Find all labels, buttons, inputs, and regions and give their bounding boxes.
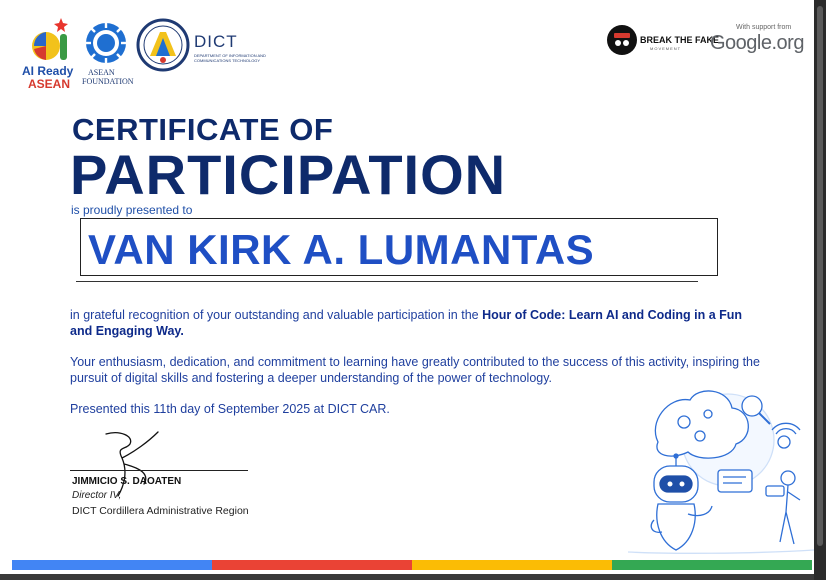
signatory-name: JIMMICIO S. DAOATEN [72, 476, 182, 487]
dict-sub1: DEPARTMENT OF INFORMATION AND [194, 53, 266, 58]
ai-ready-label: AI Ready [22, 64, 74, 78]
asean-label: ASEAN [28, 77, 71, 91]
dict-name: DICT [194, 32, 238, 51]
google-org-logo [710, 24, 806, 58]
ai-ready-asean-logo [22, 14, 78, 90]
asean-foundation-logo [82, 20, 134, 86]
dict-sub2: COMMUNICATIONS TECHNOLOGY [194, 58, 261, 63]
dict-logo [194, 32, 266, 64]
signatory-title: Director IV, [72, 490, 122, 501]
recognition-text: in grateful recognition of your outstanding and valuable participation in the [70, 308, 483, 322]
dict-seal-icon [136, 18, 190, 72]
break-the-fake-emblem-icon [606, 24, 638, 56]
ai-ready-logo-mark-icon [30, 16, 70, 64]
certificate-title-line1: CERTIFICATE OF [72, 112, 334, 147]
recognition-paragraph [70, 307, 760, 339]
recipient-underline [76, 281, 698, 282]
asean-foundation-line2: FOUNDATION [82, 77, 134, 86]
presented-to-label: is proudly presented to [71, 203, 193, 217]
color-bar [12, 560, 812, 570]
ai-robot-illustration-icon [628, 382, 814, 560]
scrollbar-thumb[interactable] [817, 6, 823, 546]
color-bar-blue [12, 560, 212, 570]
asean-foundation-emblem-icon [83, 20, 129, 66]
recipient-name: VAN KIRK A. LUMANTAS [88, 226, 595, 273]
scrollbar[interactable] [814, 0, 826, 580]
google-support-label: With support from [736, 24, 792, 31]
enthusiasm-paragraph: Your enthusiasm, dedication, and commitment to learning have greatly contributed to the success of this activity, inspiring the pursuit of digital skills and fostering a deeper understanding of the power of technology. [70, 355, 760, 385]
break-the-fake-logo [606, 24, 720, 56]
google-org-name: Google.org [710, 32, 804, 54]
signatory-org: DICT Cordillera Administrative Region [72, 505, 249, 517]
color-bar-yellow [412, 560, 612, 570]
signature-line [70, 470, 248, 471]
color-bar-red [212, 560, 412, 570]
break-the-fake-sub: MOVEMENT [650, 46, 682, 51]
presented-date: Presented this 11th day of September 2025 at DICT CAR. [70, 402, 390, 416]
break-the-fake-name: BREAK THE FAKE [640, 35, 720, 45]
event-name: Hour of Code: Learn AI and Coding in a Fun and Engaging Way. [70, 308, 743, 338]
asean-foundation-line1: ASEAN [88, 68, 115, 77]
color-bar-green [612, 560, 812, 570]
certificate-title-line2: PARTICIPATION [70, 143, 507, 206]
